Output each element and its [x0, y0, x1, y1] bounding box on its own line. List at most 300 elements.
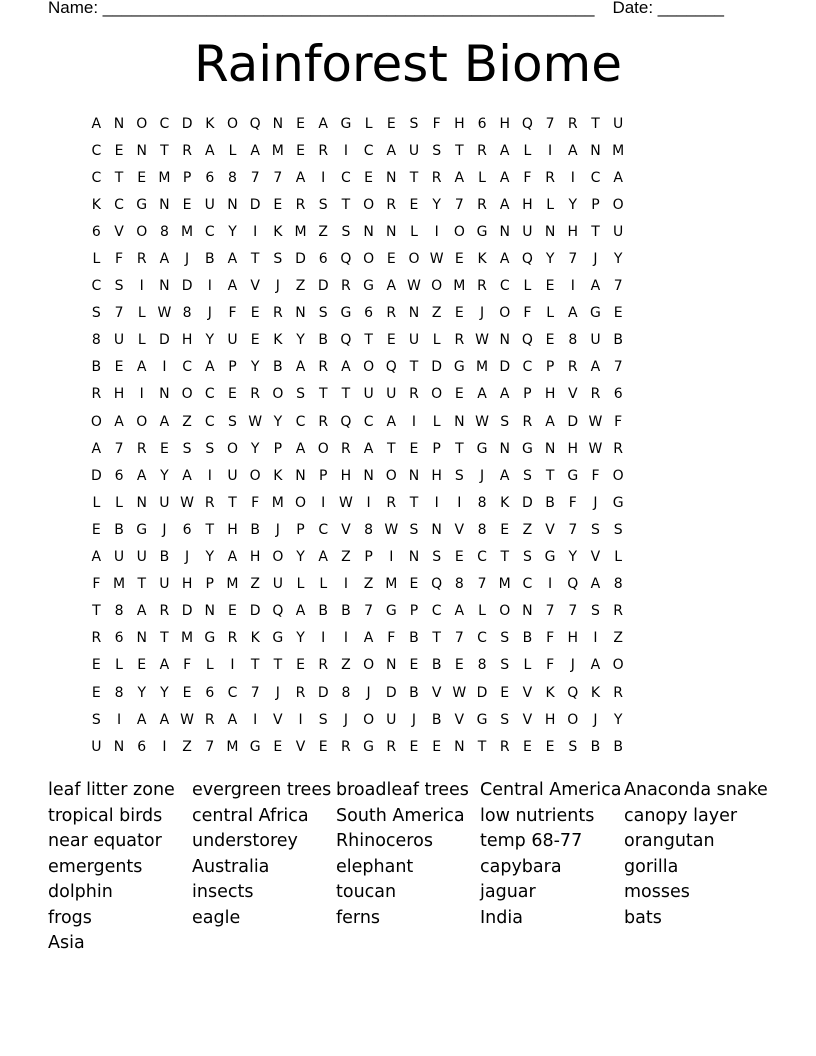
- grid-letter[interactable]: G: [136, 196, 148, 213]
- grid-letter[interactable]: R: [295, 684, 306, 701]
- grid-letter[interactable]: S: [613, 521, 623, 538]
- grid-letter[interactable]: G: [136, 521, 148, 538]
- grid-letter[interactable]: T: [432, 630, 441, 647]
- grid-letter[interactable]: O: [226, 115, 238, 132]
- grid-letter[interactable]: A: [182, 467, 192, 484]
- grid-letter[interactable]: N: [295, 305, 306, 322]
- grid-letter[interactable]: K: [273, 223, 283, 240]
- grid-letter[interactable]: R: [590, 386, 601, 403]
- grid-letter[interactable]: Z: [613, 630, 623, 647]
- grid-letter[interactable]: Y: [613, 251, 623, 268]
- grid-letter[interactable]: S: [273, 251, 283, 268]
- grid-letter[interactable]: N: [136, 630, 147, 647]
- grid-letter[interactable]: J: [162, 521, 167, 538]
- grid-letter[interactable]: M: [271, 494, 284, 511]
- grid-letter[interactable]: P: [205, 576, 214, 593]
- grid-letter[interactable]: Y: [296, 630, 305, 647]
- name-field[interactable]: Name: ____________________________________________________: [48, 0, 595, 17]
- grid-letter[interactable]: T: [364, 332, 373, 349]
- grid-letter[interactable]: L: [115, 657, 123, 674]
- grid-letter[interactable]: R: [545, 169, 555, 186]
- grid-letter[interactable]: E: [500, 521, 510, 538]
- grid-letter[interactable]: C: [363, 142, 374, 159]
- grid-letter[interactable]: C: [204, 413, 215, 430]
- grid-letter[interactable]: Y: [250, 359, 260, 376]
- grid-letter[interactable]: 7: [250, 684, 260, 701]
- grid-letter[interactable]: N: [227, 196, 238, 213]
- grid-letter[interactable]: R: [341, 278, 351, 295]
- grid-letter[interactable]: T: [341, 196, 351, 213]
- grid-letter[interactable]: E: [137, 657, 147, 674]
- grid-letter[interactable]: M: [271, 142, 284, 159]
- grid-letter[interactable]: E: [250, 332, 260, 349]
- grid-letter[interactable]: W: [384, 521, 399, 538]
- grid-letter[interactable]: I: [434, 223, 439, 240]
- grid-letter[interactable]: H: [340, 467, 352, 484]
- grid-letter[interactable]: Z: [250, 576, 260, 593]
- grid-letter[interactable]: M: [158, 169, 171, 186]
- grid-letter[interactable]: 6: [318, 251, 328, 268]
- grid-letter[interactable]: N: [204, 603, 216, 620]
- grid-letter[interactable]: N: [113, 738, 125, 755]
- grid-letter[interactable]: R: [272, 305, 283, 322]
- grid-letter[interactable]: N: [386, 169, 397, 186]
- grid-letter[interactable]: U: [227, 467, 238, 484]
- grid-letter[interactable]: 7: [114, 440, 124, 457]
- grid-letter[interactable]: H: [567, 630, 579, 647]
- grid-letter[interactable]: U: [227, 332, 238, 349]
- grid-letter[interactable]: Y: [228, 223, 237, 240]
- grid-letter[interactable]: S: [522, 549, 532, 566]
- grid-letter[interactable]: H: [567, 223, 579, 240]
- grid-letter[interactable]: L: [546, 196, 554, 213]
- grid-letter[interactable]: E: [182, 196, 192, 213]
- grid-letter[interactable]: I: [457, 494, 462, 511]
- grid-letter[interactable]: C: [182, 359, 192, 376]
- grid-letter[interactable]: O: [408, 251, 420, 268]
- grid-letter[interactable]: Y: [273, 413, 283, 430]
- grid-letter[interactable]: Y: [613, 711, 623, 728]
- grid-letter[interactable]: O: [363, 359, 375, 376]
- grid-letter[interactable]: V: [114, 223, 124, 240]
- grid-letter[interactable]: D: [317, 278, 329, 295]
- grid-letter[interactable]: I: [548, 576, 553, 593]
- grid-letter[interactable]: A: [454, 603, 465, 620]
- grid-letter[interactable]: S: [318, 305, 328, 322]
- grid-letter[interactable]: 7: [250, 169, 260, 186]
- grid-letter[interactable]: D: [181, 115, 193, 132]
- grid-letter[interactable]: O: [272, 549, 284, 566]
- grid-letter[interactable]: P: [591, 196, 600, 213]
- grid-letter[interactable]: E: [545, 332, 555, 349]
- grid-letter[interactable]: Q: [567, 684, 579, 701]
- grid-letter[interactable]: 7: [364, 603, 374, 620]
- grid-letter[interactable]: M: [226, 576, 239, 593]
- grid-letter[interactable]: E: [114, 142, 124, 159]
- grid-letter[interactable]: O: [567, 711, 579, 728]
- grid-letter[interactable]: H: [227, 521, 238, 538]
- grid-letter[interactable]: 7: [545, 603, 555, 620]
- grid-letter[interactable]: A: [590, 359, 601, 376]
- grid-letter[interactable]: G: [272, 630, 284, 647]
- grid-letter[interactable]: S: [205, 440, 215, 457]
- grid-letter[interactable]: I: [162, 738, 167, 755]
- grid-letter[interactable]: Y: [568, 549, 578, 566]
- grid-letter[interactable]: G: [340, 305, 352, 322]
- grid-letter[interactable]: 6: [91, 223, 101, 240]
- grid-letter[interactable]: I: [548, 142, 553, 159]
- grid-letter[interactable]: 7: [114, 305, 124, 322]
- grid-letter[interactable]: D: [431, 359, 443, 376]
- grid-letter[interactable]: U: [408, 332, 420, 349]
- grid-letter[interactable]: E: [273, 196, 283, 213]
- grid-letter[interactable]: T: [387, 440, 396, 457]
- grid-letter[interactable]: O: [612, 467, 624, 484]
- grid-letter[interactable]: J: [343, 711, 348, 728]
- grid-letter[interactable]: I: [434, 494, 439, 511]
- grid-letter[interactable]: 8: [114, 603, 124, 620]
- grid-letter[interactable]: I: [570, 169, 575, 186]
- grid-letter[interactable]: N: [499, 440, 510, 457]
- grid-letter[interactable]: E: [386, 251, 396, 268]
- grid-letter[interactable]: A: [250, 142, 260, 159]
- grid-letter[interactable]: T: [205, 521, 215, 538]
- grid-letter[interactable]: K: [545, 684, 555, 701]
- grid-letter[interactable]: T: [409, 359, 419, 376]
- grid-letter[interactable]: N: [136, 494, 147, 511]
- grid-letter[interactable]: R: [409, 386, 419, 403]
- grid-letter[interactable]: A: [545, 413, 555, 430]
- grid-letter[interactable]: C: [522, 576, 533, 593]
- grid-letter[interactable]: R: [477, 196, 487, 213]
- grid-letter[interactable]: Y: [250, 440, 260, 457]
- grid-letter[interactable]: C: [431, 603, 442, 620]
- grid-letter[interactable]: A: [590, 576, 601, 593]
- grid-letter[interactable]: D: [159, 332, 170, 349]
- grid-letter[interactable]: W: [180, 711, 195, 728]
- grid-letter[interactable]: G: [249, 738, 261, 755]
- grid-letter[interactable]: M: [181, 630, 194, 647]
- grid-letter[interactable]: A: [91, 549, 102, 566]
- grid-letter[interactable]: 8: [454, 576, 464, 593]
- grid-letter[interactable]: B: [159, 549, 170, 566]
- grid-letter[interactable]: E: [454, 386, 464, 403]
- grid-letter[interactable]: I: [321, 630, 326, 647]
- grid-letter[interactable]: H: [567, 440, 579, 457]
- grid-letter[interactable]: Q: [340, 251, 352, 268]
- grid-letter[interactable]: A: [159, 657, 170, 674]
- grid-letter[interactable]: I: [207, 467, 212, 484]
- grid-letter[interactable]: E: [545, 738, 555, 755]
- grid-letter[interactable]: S: [500, 711, 510, 728]
- grid-letter[interactable]: U: [113, 549, 125, 566]
- grid-letter[interactable]: M: [385, 576, 398, 593]
- grid-letter[interactable]: V: [454, 521, 465, 538]
- grid-letter[interactable]: R: [454, 332, 465, 349]
- date-field[interactable]: Date: _______: [612, 0, 724, 17]
- grid-letter[interactable]: Y: [296, 332, 305, 349]
- grid-letter[interactable]: G: [612, 494, 624, 511]
- grid-letter[interactable]: 8: [114, 684, 124, 701]
- grid-letter[interactable]: N: [159, 278, 170, 295]
- grid-letter[interactable]: I: [321, 494, 326, 511]
- grid-letter[interactable]: D: [476, 684, 488, 701]
- grid-letter[interactable]: R: [227, 630, 238, 647]
- grid-letter[interactable]: L: [296, 576, 305, 593]
- grid-letter[interactable]: G: [476, 223, 488, 240]
- grid-letter[interactable]: J: [185, 251, 190, 268]
- grid-letter[interactable]: C: [204, 386, 215, 403]
- grid-letter[interactable]: E: [386, 332, 396, 349]
- grid-letter[interactable]: 6: [613, 386, 623, 403]
- grid-letter[interactable]: H: [113, 386, 125, 403]
- grid-letter[interactable]: R: [250, 386, 261, 403]
- grid-letter[interactable]: M: [112, 576, 126, 593]
- grid-letter[interactable]: H: [499, 115, 510, 132]
- grid-letter[interactable]: P: [523, 386, 532, 403]
- grid-letter[interactable]: E: [454, 549, 464, 566]
- grid-letter[interactable]: R: [204, 494, 215, 511]
- grid-letter[interactable]: O: [136, 115, 148, 132]
- grid-letter[interactable]: I: [411, 413, 417, 430]
- grid-letter[interactable]: O: [363, 196, 375, 213]
- grid-letter[interactable]: N: [454, 738, 465, 755]
- grid-letter[interactable]: A: [363, 440, 374, 457]
- grid-letter[interactable]: V: [545, 521, 555, 538]
- grid-letter[interactable]: P: [545, 359, 555, 376]
- grid-letter[interactable]: R: [91, 630, 102, 647]
- grid-letter[interactable]: C: [363, 413, 374, 430]
- grid-letter[interactable]: O: [612, 657, 624, 674]
- grid-letter[interactable]: A: [341, 359, 351, 376]
- grid-letter[interactable]: J: [275, 521, 280, 538]
- grid-letter[interactable]: I: [139, 386, 144, 403]
- grid-letter[interactable]: I: [389, 549, 394, 566]
- grid-letter[interactable]: J: [593, 711, 598, 728]
- grid-letter[interactable]: R: [613, 440, 624, 457]
- grid-letter[interactable]: E: [613, 305, 623, 322]
- grid-letter[interactable]: S: [341, 223, 351, 240]
- grid-letter[interactable]: B: [613, 332, 623, 349]
- grid-letter[interactable]: D: [249, 603, 261, 620]
- grid-letter[interactable]: J: [479, 305, 485, 322]
- grid-letter[interactable]: L: [137, 305, 146, 322]
- grid-letter[interactable]: A: [136, 711, 147, 728]
- grid-letter[interactable]: K: [590, 684, 601, 701]
- grid-letter[interactable]: I: [253, 711, 258, 728]
- grid-letter[interactable]: M: [294, 223, 307, 240]
- grid-letter[interactable]: K: [205, 115, 215, 132]
- grid-letter[interactable]: E: [228, 386, 237, 403]
- grid-letter[interactable]: C: [522, 359, 533, 376]
- grid-letter[interactable]: Y: [160, 684, 169, 701]
- grid-letter[interactable]: K: [500, 494, 510, 511]
- grid-letter[interactable]: N: [544, 223, 556, 240]
- grid-letter[interactable]: R: [386, 305, 397, 322]
- grid-letter[interactable]: J: [207, 305, 212, 322]
- grid-letter[interactable]: T: [341, 386, 351, 403]
- grid-letter[interactable]: W: [180, 494, 195, 511]
- grid-letter[interactable]: 6: [137, 738, 147, 755]
- grid-letter[interactable]: 6: [205, 684, 215, 701]
- grid-letter[interactable]: P: [409, 603, 419, 620]
- grid-letter[interactable]: R: [567, 115, 578, 132]
- grid-letter[interactable]: F: [432, 115, 441, 132]
- grid-letter[interactable]: W: [429, 251, 444, 268]
- grid-letter[interactable]: J: [593, 494, 598, 511]
- grid-letter[interactable]: R: [159, 603, 170, 620]
- grid-letter[interactable]: R: [318, 413, 329, 430]
- grid-letter[interactable]: E: [409, 440, 419, 457]
- grid-letter[interactable]: F: [546, 657, 555, 674]
- grid-letter[interactable]: G: [590, 305, 601, 322]
- grid-letter[interactable]: Y: [545, 251, 555, 268]
- grid-letter[interactable]: V: [250, 278, 260, 295]
- grid-letter[interactable]: C: [477, 549, 487, 566]
- grid-letter[interactable]: D: [249, 196, 261, 213]
- grid-letter[interactable]: H: [249, 549, 261, 566]
- grid-letter[interactable]: G: [204, 630, 216, 647]
- grid-letter[interactable]: D: [317, 684, 329, 701]
- grid-letter[interactable]: C: [227, 684, 238, 701]
- grid-letter[interactable]: V: [341, 521, 351, 538]
- grid-letter[interactable]: D: [499, 359, 511, 376]
- grid-letter[interactable]: O: [181, 386, 193, 403]
- grid-letter[interactable]: L: [432, 332, 441, 349]
- grid-letter[interactable]: W: [407, 278, 421, 295]
- grid-letter[interactable]: I: [162, 359, 167, 376]
- grid-letter[interactable]: Q: [431, 576, 443, 593]
- grid-letter[interactable]: D: [385, 684, 397, 701]
- grid-letter[interactable]: C: [159, 115, 170, 132]
- grid-letter[interactable]: L: [523, 278, 532, 295]
- grid-letter[interactable]: G: [476, 711, 488, 728]
- grid-letter[interactable]: F: [115, 251, 124, 268]
- grid-letter[interactable]: I: [343, 576, 348, 593]
- grid-letter[interactable]: A: [295, 440, 306, 457]
- grid-letter[interactable]: T: [250, 657, 260, 674]
- grid-letter[interactable]: N: [431, 521, 442, 538]
- grid-letter[interactable]: H: [522, 196, 533, 213]
- grid-letter[interactable]: P: [228, 359, 237, 376]
- grid-letter[interactable]: R: [341, 440, 351, 457]
- grid-letter[interactable]: J: [275, 684, 280, 701]
- grid-letter[interactable]: A: [499, 142, 510, 159]
- grid-letter[interactable]: C: [91, 142, 102, 159]
- grid-letter[interactable]: F: [614, 413, 623, 430]
- grid-letter[interactable]: U: [272, 576, 283, 593]
- grid-letter[interactable]: N: [499, 332, 510, 349]
- grid-letter[interactable]: E: [409, 738, 419, 755]
- grid-letter[interactable]: S: [522, 467, 532, 484]
- grid-letter[interactable]: A: [136, 603, 147, 620]
- grid-letter[interactable]: L: [228, 142, 237, 159]
- grid-letter[interactable]: U: [386, 711, 397, 728]
- grid-letter[interactable]: G: [476, 440, 488, 457]
- grid-letter[interactable]: B: [204, 251, 215, 268]
- grid-letter[interactable]: G: [567, 467, 579, 484]
- grid-letter[interactable]: A: [227, 251, 238, 268]
- grid-letter[interactable]: P: [296, 521, 305, 538]
- grid-letter[interactable]: S: [500, 630, 510, 647]
- grid-letter[interactable]: Y: [205, 332, 215, 349]
- grid-letter[interactable]: G: [453, 359, 465, 376]
- grid-letter[interactable]: N: [272, 115, 284, 132]
- grid-letter[interactable]: A: [386, 413, 397, 430]
- grid-letter[interactable]: M: [453, 278, 466, 295]
- grid-letter[interactable]: K: [273, 332, 283, 349]
- grid-letter[interactable]: S: [591, 521, 600, 538]
- grid-letter[interactable]: V: [454, 711, 465, 728]
- grid-letter[interactable]: E: [454, 305, 464, 322]
- grid-letter[interactable]: E: [182, 684, 192, 701]
- grid-letter[interactable]: P: [318, 467, 328, 484]
- grid-letter[interactable]: O: [363, 711, 375, 728]
- grid-letter[interactable]: R: [136, 440, 147, 457]
- grid-letter[interactable]: J: [593, 251, 598, 268]
- grid-letter[interactable]: F: [251, 494, 260, 511]
- grid-letter[interactable]: Q: [249, 115, 261, 132]
- grid-letter[interactable]: F: [546, 630, 555, 647]
- grid-letter[interactable]: J: [366, 684, 371, 701]
- grid-letter[interactable]: U: [204, 196, 215, 213]
- grid-letter[interactable]: L: [614, 549, 623, 566]
- grid-letter[interactable]: E: [432, 738, 442, 755]
- grid-letter[interactable]: R: [341, 738, 351, 755]
- grid-letter[interactable]: 7: [613, 278, 623, 295]
- grid-letter[interactable]: A: [567, 142, 578, 159]
- grid-letter[interactable]: Y: [205, 549, 215, 566]
- grid-letter[interactable]: H: [544, 386, 556, 403]
- grid-letter[interactable]: A: [386, 278, 397, 295]
- grid-letter[interactable]: T: [92, 603, 101, 620]
- grid-letter[interactable]: Y: [432, 196, 441, 213]
- grid-letter[interactable]: I: [343, 630, 348, 647]
- grid-letter[interactable]: E: [296, 142, 305, 159]
- grid-letter[interactable]: Z: [522, 521, 533, 538]
- grid-letter[interactable]: R: [386, 196, 397, 213]
- grid-letter[interactable]: C: [114, 196, 124, 213]
- grid-letter[interactable]: L: [115, 494, 123, 511]
- grid-letter[interactable]: L: [319, 576, 328, 593]
- grid-letter[interactable]: S: [318, 196, 328, 213]
- grid-letter[interactable]: K: [91, 196, 101, 213]
- grid-letter[interactable]: E: [296, 657, 305, 674]
- grid-letter[interactable]: U: [408, 142, 420, 159]
- grid-letter[interactable]: 6: [205, 169, 215, 186]
- grid-letter[interactable]: P: [364, 549, 373, 566]
- grid-letter[interactable]: R: [136, 251, 147, 268]
- grid-letter[interactable]: A: [499, 196, 510, 213]
- grid-letter[interactable]: O: [90, 413, 102, 430]
- grid-letter[interactable]: J: [411, 711, 417, 728]
- grid-letter[interactable]: L: [205, 657, 214, 674]
- grid-letter[interactable]: 8: [477, 521, 487, 538]
- grid-letter[interactable]: C: [477, 630, 487, 647]
- grid-letter[interactable]: V: [431, 684, 442, 701]
- grid-letter[interactable]: E: [228, 603, 237, 620]
- grid-letter[interactable]: S: [591, 603, 600, 620]
- grid-letter[interactable]: R: [91, 386, 102, 403]
- grid-letter[interactable]: B: [522, 630, 533, 647]
- grid-letter[interactable]: U: [113, 332, 125, 349]
- grid-letter[interactable]: Q: [385, 359, 397, 376]
- grid-letter[interactable]: 8: [182, 305, 192, 322]
- grid-letter[interactable]: T: [455, 142, 464, 159]
- grid-letter[interactable]: S: [91, 711, 101, 728]
- grid-letter[interactable]: A: [590, 657, 601, 674]
- grid-letter[interactable]: F: [523, 169, 532, 186]
